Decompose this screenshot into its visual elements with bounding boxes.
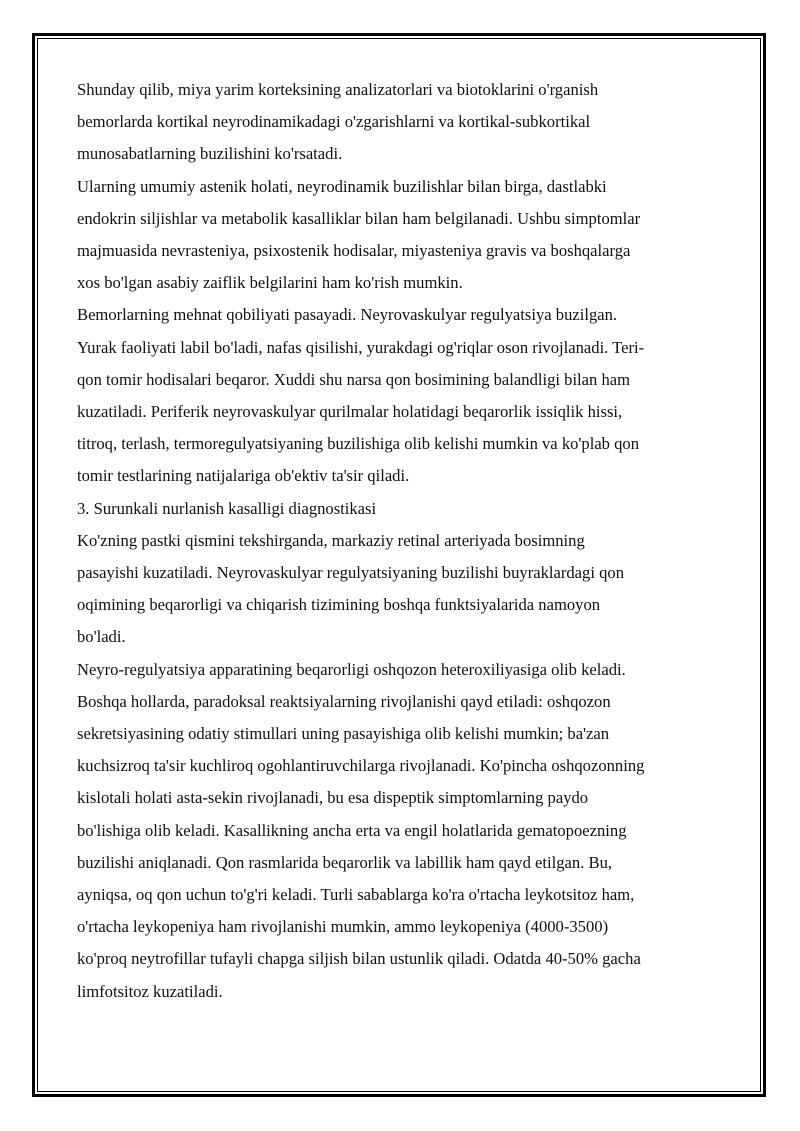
- text-line: ko'proq neytrofillar tufayli chapga siljish bilan ustunlik qiladi. Odatda 40-50% gacha: [77, 949, 641, 969]
- text-line: limfotsitoz kuzatiladi.: [77, 981, 223, 1001]
- text-line: buzilishi aniqlanadi. Qon rasmlarida beqarorlik va labillik ham qayd etilgan. Bu,: [77, 852, 613, 872]
- text-line: kislotali holati asta-sekin rivojlanadi, bu esa dispeptik simptomlarning paydo: [77, 788, 589, 808]
- text-line: titroq, terlash, termoregulyatsiyaning buzilishiga olib kelishi mumkin va ko'plab qon: [77, 434, 640, 454]
- text-line: o'rtacha leykopeniya ham rivojlanishi mumkin, ammo leykopeniya (4000-3500): [77, 917, 609, 937]
- text-line: bo'ladi.: [77, 627, 126, 647]
- text-line: Shunday qilib, miya yarim korteksining analizatorlari va biotoklarini o'rganish: [77, 80, 599, 99]
- text-line: Ko'zning pastki qismini tekshirganda, markaziy retinal arteriyada bosimning: [77, 530, 585, 550]
- text-line: xos bo'lgan asabiy zaiflik belgilarini ham ko'rish mumkin.: [77, 273, 463, 293]
- text-line: kuzatiladi. Periferik neyrovaskulyar qurilmalar holatidagi beqarorlik issiqlik hissi,: [77, 402, 623, 422]
- text-line: oqimining beqarorligi va chiqarish tizimining boshqa funktsiyalarida namoyon: [77, 595, 601, 615]
- text-line: Yurak faoliyati labil bo'ladi, nafas qisilishi, yurakdagi og'riqlar oson rivojlanadi. Teri-: [77, 337, 645, 357]
- text-line: pasayishi kuzatiladi. Neyrovaskulyar regulyatsiyaning buzilishi buyraklardagi qon: [77, 563, 624, 583]
- document-body: [77, 74, 729, 1008]
- text-line: qon tomir hodisalari beqaror. Xuddi shu narsa qon bosimining balandligi bilan ham: [77, 369, 631, 389]
- text-line: Neyro-regulyatsiya apparatining beqarorligi oshqozon heteroxiliyasiga olib keladi.: [77, 659, 626, 679]
- section-heading: 3. Surunkali nurlanish kasalligi diagnostikasi: [77, 498, 377, 518]
- text-line: Ularning umumiy astenik holati, neyrodinamik buzilishlar bilan birga, dastlabki: [77, 176, 607, 196]
- text-line: ayniqsa, oq qon uchun to'g'ri keladi. Turli sabablarga ko'ra o'rtacha leykotsitoz ham,: [77, 885, 635, 905]
- text-line: endokrin siljishlar va metabolik kasalliklar bilan ham belgilanadi. Ushbu simptomlar: [77, 208, 641, 228]
- text-line: tomir testlarining natijalariga ob'ektiv ta'sir qiladi.: [77, 466, 410, 486]
- text-line: sekretsiyasining odatiy stimullari uning pasayishiga olib kelishi mumkin; ba'zan: [77, 724, 610, 744]
- text-line: bemorlarda kortikal neyrodinamikadagi o'zgarishlarni va kortikal-subkortikal: [77, 112, 591, 132]
- text-line: munosabatlarning buzilishini ko'rsatadi.: [77, 144, 343, 164]
- text-line: majmuasida nevrasteniya, psixostenik hodisalar, miyasteniya gravis va boshqalarga: [77, 241, 631, 261]
- text-line: bo'lishiga olib keladi. Kasallikning ancha erta va engil holatlarida gematopoezning: [77, 820, 627, 840]
- text-line: kuchsizroq ta'sir kuchliroq ogohlantiruvchilarga rivojlanadi. Ko'pincha oshqozonning: [77, 756, 645, 776]
- text-line: Boshqa hollarda, paradoksal reaktsiyalarning rivojlanishi qayd etiladi: oshqozon: [77, 691, 611, 711]
- text-line: Bemorlarning mehnat qobiliyati pasayadi. Neyrovaskulyar regulyatsiya buzilgan.: [77, 305, 618, 325]
